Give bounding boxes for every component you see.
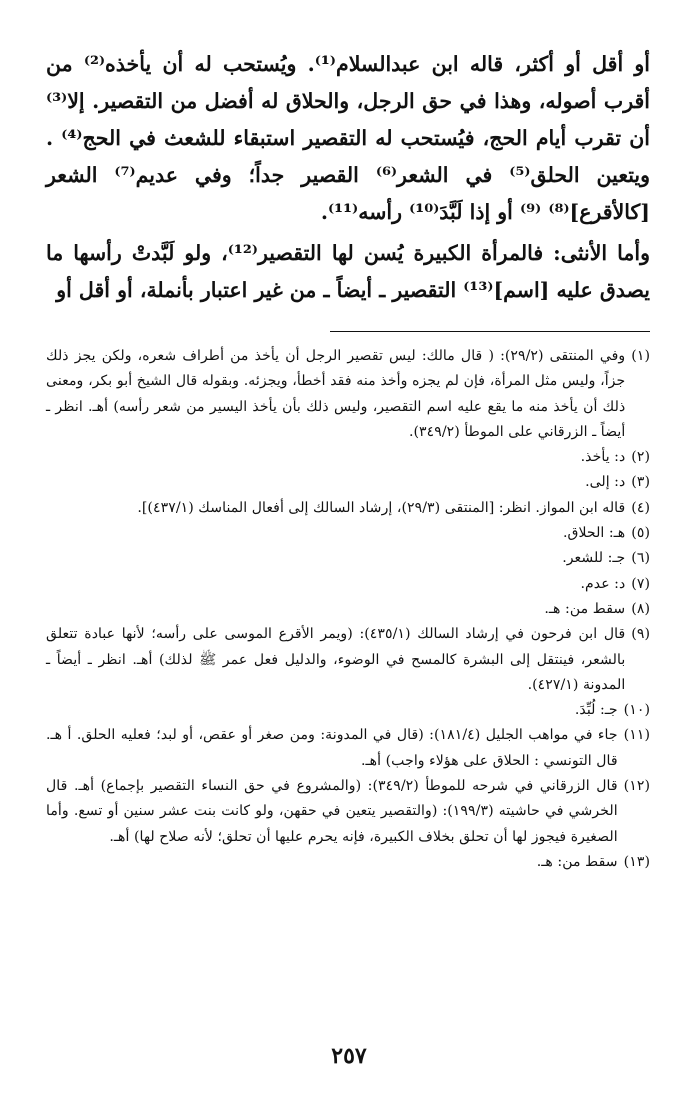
footnote-number: (٦) <box>631 550 650 567</box>
main-paragraph-2: وأما الأنثى: فالمرأة الكبيرة يُسن لها التقصير⁽¹²⁾، ولو لَبَّدتْ رأسها ما يصدق عليه [اسم]⁽¹³⁾ التقصير ـ أيضاً ـ من غير اعتبار بأنملة، أو أقل أو <box>46 241 650 302</box>
footnote-number: (١٣) <box>623 853 650 870</box>
footnote-text: قال ابن فرحون في إرشاد السالك (٤٣٥/١): (ويمر الأقرع الموسى على رأسه؛ لأنها عبادة تتعلق بالشعر، فينتقل إلى البشرة كالمسح في الوضوء، والدليل فعل عمر ﷺ لذلك) أهـ. انظر ـ أيضاً ـ المدونة (٤٢٧/١). <box>46 626 626 693</box>
page-number: ٢٥٧ <box>331 1043 367 1069</box>
footnote <box>46 622 650 698</box>
footnote-text: قاله ابن المواز. انظر: [المنتقى (٢٩/٣)، إرشاد السالك إلى أفعال المناسك (٤٣٧/١)]. <box>137 499 626 516</box>
footnote-text: د: عدم. <box>580 575 626 592</box>
footnote-number: (١١) <box>623 727 650 744</box>
footnote-text: قال الزرقاني في شرحه للموطأ (٣٤٩/٢): (والمشروع في حق النساء التقصير بإجماع) أهـ. قال الخرشي في حاشيته (١٩٩/٣): (والتقصير يتعين في حقهن، ولو كانت بنت عشر سنين أو تسع. وأما الصغيرة فيجوز لها أن تحلق بخلاف الكبيرة، فإنه يحرم عليها أن تحلق؛ لأنه صلاح لها) أهـ. <box>46 778 618 845</box>
footnote <box>46 572 650 597</box>
footnote <box>46 597 650 622</box>
footnote-text: جـ: للشعر. <box>562 550 626 567</box>
footnote-number: (١٢) <box>623 778 650 795</box>
footnote-text: جاء في مواهب الجليل (١٨١/٤): (قال في المدونة: ومن صغر أو عقص، أو لبد؛ فعليه الحلق. أ هـ. قال التونسي : الحلاق على هؤلاء واجب) أهـ. <box>46 727 618 769</box>
footnote-number: (١) <box>631 348 650 364</box>
footnote-separator <box>330 331 650 332</box>
footnote-text: وفي المنتقى (٢٩/٢): ( قال مالك: ليس تقصير الرجل أن يأخذ من أطراف شعره، ولكن يجز ذلك جزاً، وليس مثل المرأة، فإن لم يجزه وأخذ منه فقد أخطأ، ويجزئه. وبقوله قال الشيخ أبو بكر، ومعنى ذلك أن يأخذ منه ما يقع عليه اسم التقصير، وليس ذلك بأن يأخذ اليسير من شعر رأسه) أهـ. انظر ـ أيضاً ـ الزرقاني على الموطأ (٣٤٩/٢). <box>46 348 626 440</box>
footnote-text: د: يأخذ. <box>580 449 626 466</box>
footnote-number: (٩) <box>631 626 650 643</box>
main-paragraph-1: أو أقل أو أكثر، قاله ابن عبدالسلام⁽¹⁾. ويُستحب له أن يأخذه⁽²⁾ من أقرب أصوله، وهذا في حق الرجل، والحلاق له أفضل من التقصير. إلا⁽³⁾ أن تقرب أيام الحج، فيُستحب له التقصير استبقاء للشعث في الحج⁽⁴⁾ . ويتعين الحلق⁽⁵⁾ في الشعر⁽⁶⁾ القصير جداً؛ وفي عديم⁽⁷⁾ الشعر [كالأقرع]⁽⁸⁾ ⁽⁹⁾ أو إذا لَبَّدَ⁽¹⁰⁾ رأسه⁽¹¹⁾. <box>46 52 651 224</box>
footnote-text: سقط من: هـ. <box>536 853 618 870</box>
footnote-text: سقط من: هـ. <box>544 600 626 617</box>
footnote-text: جـ: لُبِّدَ. <box>574 702 618 719</box>
footnote <box>46 774 650 850</box>
footnote-text: هـ: الحلاق. <box>562 525 626 542</box>
main-text <box>46 46 650 309</box>
footnote-number: (١٠) <box>623 702 650 719</box>
footnote-number: (٨) <box>631 600 650 617</box>
footnote <box>46 698 650 723</box>
footnote <box>46 470 650 495</box>
footnote <box>46 445 650 470</box>
footnote-number: (٢) <box>631 449 650 466</box>
footnote <box>46 546 650 571</box>
footnote-number: (٧) <box>631 575 650 592</box>
footnote <box>46 521 650 546</box>
footnote-number: (٣) <box>631 474 650 491</box>
footnote <box>46 723 650 774</box>
footnotes <box>46 344 650 875</box>
footnote <box>46 850 650 875</box>
footnote-number: (٥) <box>631 525 650 542</box>
footnote-text: د: إلى. <box>585 474 626 491</box>
footnote-number: (٤) <box>631 499 650 516</box>
footnote <box>46 344 650 445</box>
footnote <box>46 496 650 521</box>
